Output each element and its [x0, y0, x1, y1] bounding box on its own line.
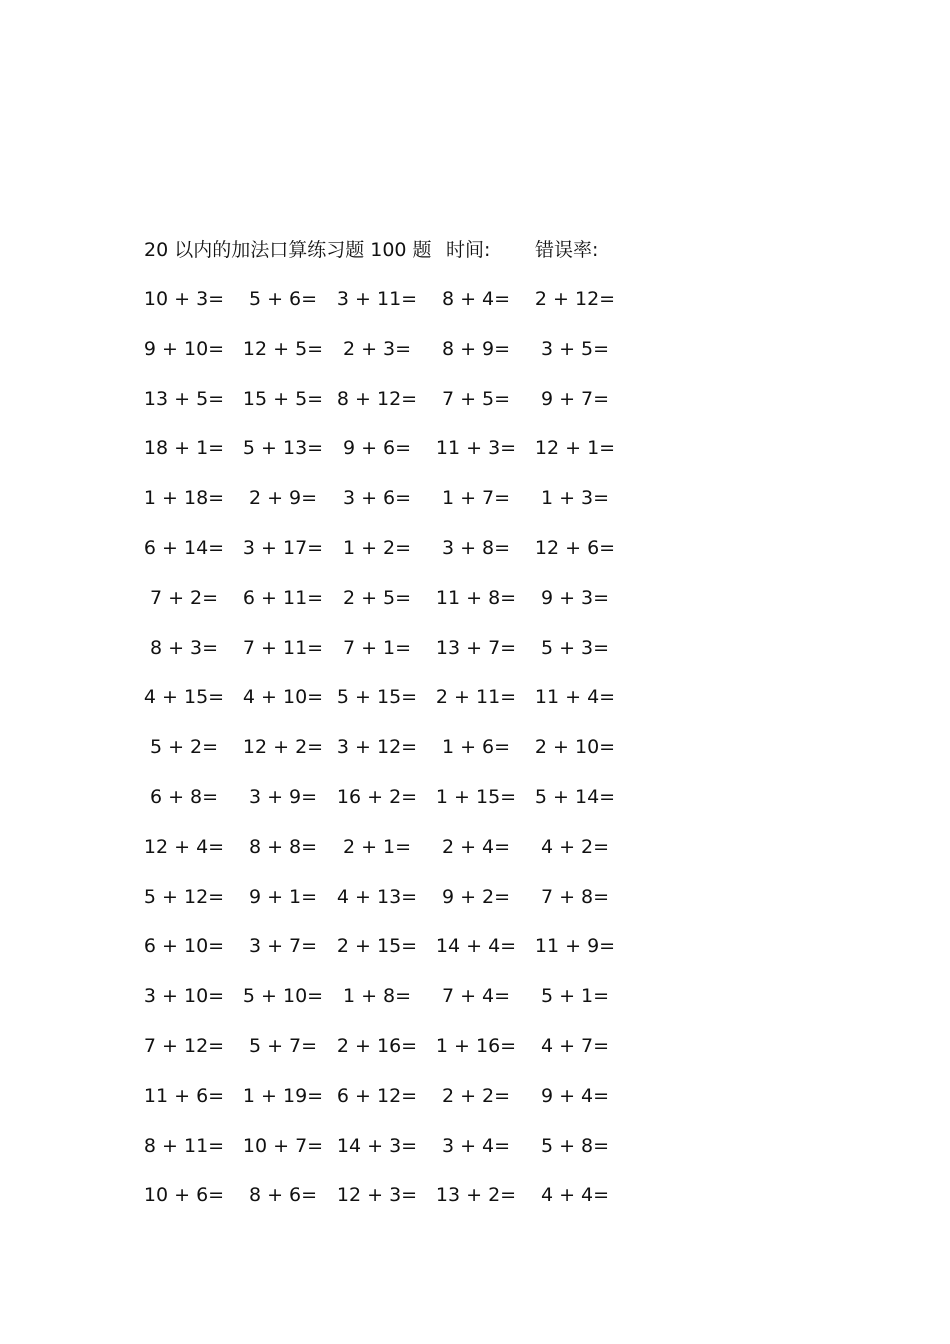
- problem-r11-c5: 5 + 14=: [534, 786, 616, 808]
- time-label: 时间:: [446, 239, 491, 261]
- problem-r2-c3: 2 + 3=: [342, 338, 412, 360]
- problem-r7-c5: 9 + 3=: [540, 587, 610, 609]
- problem-r5-c5: 1 + 3=: [540, 487, 610, 509]
- problem-r5-c2: 2 + 9=: [248, 487, 318, 509]
- problem-r11-c1: 6 + 8=: [149, 786, 219, 808]
- problem-r1-c5: 2 + 12=: [534, 288, 616, 310]
- problem-r7-c3: 2 + 5=: [342, 587, 412, 609]
- problem-r3-c3: 8 + 12=: [336, 388, 418, 410]
- problem-r2-c4: 8 + 9=: [441, 338, 511, 360]
- problem-r9-c1: 4 + 15=: [143, 686, 225, 708]
- problem-r8-c4: 13 + 7=: [435, 637, 517, 659]
- problem-r17-c3: 6 + 12=: [336, 1085, 418, 1107]
- problem-r13-c2: 9 + 1=: [248, 886, 318, 908]
- problem-r13-c3: 4 + 13=: [336, 886, 418, 908]
- problem-r7-c1: 7 + 2=: [149, 587, 219, 609]
- problem-r18-c2: 10 + 7=: [242, 1135, 324, 1157]
- problem-r18-c4: 3 + 4=: [441, 1135, 511, 1157]
- problem-r3-c1: 13 + 5=: [143, 388, 225, 410]
- problem-r6-c4: 3 + 8=: [441, 537, 511, 559]
- problem-r3-c5: 9 + 7=: [540, 388, 610, 410]
- problem-r16-c2: 5 + 7=: [248, 1035, 318, 1057]
- problem-r11-c4: 1 + 15=: [435, 786, 517, 808]
- problem-r3-c2: 15 + 5=: [242, 388, 324, 410]
- problem-r18-c5: 5 + 8=: [540, 1135, 610, 1157]
- problem-r1-c3: 3 + 11=: [336, 288, 418, 310]
- problem-r2-c5: 3 + 5=: [540, 338, 610, 360]
- problem-r13-c5: 7 + 8=: [540, 886, 610, 908]
- problem-r9-c3: 5 + 15=: [336, 686, 418, 708]
- problem-r19-c3: 12 + 3=: [336, 1184, 418, 1206]
- problem-r10-c2: 12 + 2=: [242, 736, 324, 758]
- problem-r4-c5: 12 + 1=: [534, 437, 616, 459]
- problem-r15-c3: 1 + 8=: [342, 985, 412, 1007]
- problem-r14-c3: 2 + 15=: [336, 935, 418, 957]
- problem-r4-c3: 9 + 6=: [342, 437, 412, 459]
- problem-r9-c2: 4 + 10=: [242, 686, 324, 708]
- problem-r6-c1: 6 + 14=: [143, 537, 225, 559]
- problem-r18-c3: 14 + 3=: [336, 1135, 418, 1157]
- problem-r12-c2: 8 + 8=: [248, 836, 318, 858]
- problem-r19-c2: 8 + 6=: [248, 1184, 318, 1206]
- worksheet-title: 20 以内的加法口算练习题 100 题: [144, 239, 432, 261]
- problem-r15-c2: 5 + 10=: [242, 985, 324, 1007]
- problem-r11-c3: 16 + 2=: [336, 786, 418, 808]
- problem-r4-c2: 5 + 13=: [242, 437, 324, 459]
- problem-r10-c3: 3 + 12=: [336, 736, 418, 758]
- problem-r4-c1: 18 + 1=: [143, 437, 225, 459]
- problem-r16-c1: 7 + 12=: [143, 1035, 225, 1057]
- problem-r14-c2: 3 + 7=: [248, 935, 318, 957]
- problem-r1-c2: 5 + 6=: [248, 288, 318, 310]
- problem-r5-c1: 1 + 18=: [143, 487, 225, 509]
- problem-r1-c1: 10 + 3=: [143, 288, 225, 310]
- problem-r13-c4: 9 + 2=: [441, 886, 511, 908]
- problem-r18-c1: 8 + 11=: [143, 1135, 225, 1157]
- problem-r19-c4: 13 + 2=: [435, 1184, 517, 1206]
- problem-r10-c5: 2 + 10=: [534, 736, 616, 758]
- problem-r6-c2: 3 + 17=: [242, 537, 324, 559]
- problem-r6-c5: 12 + 6=: [534, 537, 616, 559]
- problem-r8-c5: 5 + 3=: [540, 637, 610, 659]
- problem-r16-c3: 2 + 16=: [336, 1035, 418, 1057]
- problem-r17-c2: 1 + 19=: [242, 1085, 324, 1107]
- problem-r14-c5: 11 + 9=: [534, 935, 616, 957]
- problem-r14-c4: 14 + 4=: [435, 935, 517, 957]
- problem-r14-c1: 6 + 10=: [143, 935, 225, 957]
- problem-r4-c4: 11 + 3=: [435, 437, 517, 459]
- problem-r17-c1: 11 + 6=: [143, 1085, 225, 1107]
- problem-r6-c3: 1 + 2=: [342, 537, 412, 559]
- problem-r17-c5: 9 + 4=: [540, 1085, 610, 1107]
- problem-r19-c5: 4 + 4=: [540, 1184, 610, 1206]
- problem-r16-c4: 1 + 16=: [435, 1035, 517, 1057]
- problem-r19-c1: 10 + 6=: [143, 1184, 225, 1206]
- problem-r2-c2: 12 + 5=: [242, 338, 324, 360]
- problem-r7-c4: 11 + 8=: [435, 587, 517, 609]
- problem-r12-c3: 2 + 1=: [342, 836, 412, 858]
- problem-r16-c5: 4 + 7=: [540, 1035, 610, 1057]
- problem-r13-c1: 5 + 12=: [143, 886, 225, 908]
- problem-r12-c1: 12 + 4=: [143, 836, 225, 858]
- problem-r1-c4: 8 + 4=: [441, 288, 511, 310]
- problem-r7-c2: 6 + 11=: [242, 587, 324, 609]
- problem-r15-c4: 7 + 4=: [441, 985, 511, 1007]
- problem-r3-c4: 7 + 5=: [441, 388, 511, 410]
- error-rate-label: 错误率:: [535, 239, 599, 261]
- problem-r2-c1: 9 + 10=: [143, 338, 225, 360]
- problem-r5-c4: 1 + 7=: [441, 487, 511, 509]
- problem-r15-c5: 5 + 1=: [540, 985, 610, 1007]
- problem-r12-c5: 4 + 2=: [540, 836, 610, 858]
- problem-r9-c5: 11 + 4=: [534, 686, 616, 708]
- problem-r10-c1: 5 + 2=: [149, 736, 219, 758]
- problem-r10-c4: 1 + 6=: [441, 736, 511, 758]
- problem-r12-c4: 2 + 4=: [441, 836, 511, 858]
- problem-r8-c2: 7 + 11=: [242, 637, 324, 659]
- problem-r8-c1: 8 + 3=: [149, 637, 219, 659]
- problem-r9-c4: 2 + 11=: [435, 686, 517, 708]
- problem-r15-c1: 3 + 10=: [143, 985, 225, 1007]
- problem-r8-c3: 7 + 1=: [342, 637, 412, 659]
- problem-r5-c3: 3 + 6=: [342, 487, 412, 509]
- problem-r11-c2: 3 + 9=: [248, 786, 318, 808]
- problem-r17-c4: 2 + 2=: [441, 1085, 511, 1107]
